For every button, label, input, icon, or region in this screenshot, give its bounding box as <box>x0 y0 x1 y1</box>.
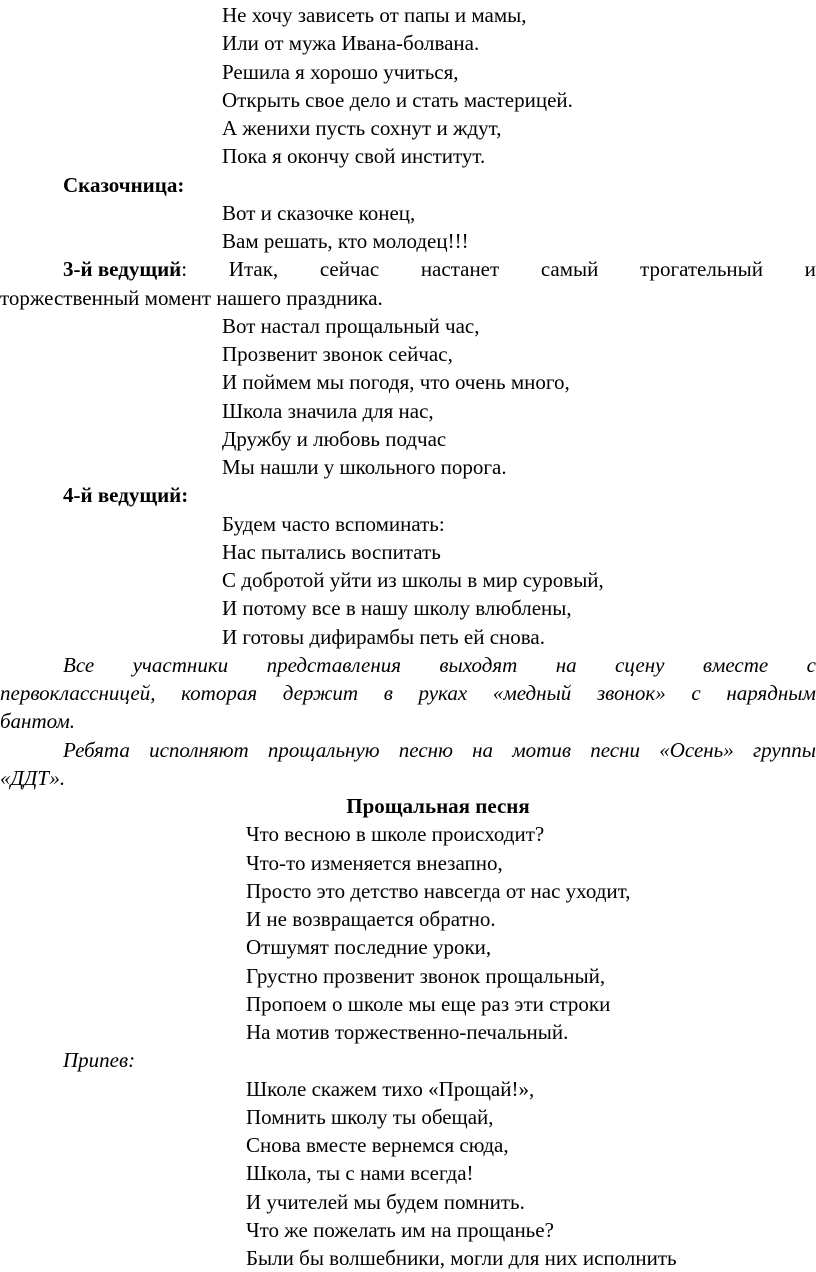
chorus-line: И учителей мы будем помнить. <box>246 1189 525 1214</box>
word: настанет <box>420 257 500 282</box>
song-line: На мотив торжественно-печальный. <box>246 1020 569 1044</box>
verse-line: И поймем мы погодя, что очень много, <box>222 370 570 395</box>
song-line: Что-то изменяется внезапно, <box>246 850 503 875</box>
verse-line: Вам решать, кто молодец!!! <box>222 229 469 253</box>
word: сейчас <box>319 257 380 282</box>
word: самый <box>540 257 599 282</box>
word: Итак, <box>228 257 279 282</box>
speaker-label: 4-й ведущий: <box>63 483 189 508</box>
verse-line: С добротой уйти из школы в мир суровый, <box>222 568 604 592</box>
verse-line: Прозвенит звонок сейчас, <box>222 342 453 366</box>
speaker-name: 3-й ведущий <box>63 257 182 282</box>
word: группы <box>752 737 816 762</box>
verse-line: Мы нашли у школьного порога. <box>222 455 507 479</box>
song-line: Грустно прозвенит звонок прощальный, <box>246 963 606 988</box>
verse-line: Или от мужа Ивана-болвана. <box>222 31 480 56</box>
word: «Осень» <box>659 737 734 762</box>
song-line: Просто это детство навсегда от нас уходит, <box>246 878 631 903</box>
chorus-label: Припев: <box>63 1048 136 1073</box>
verse-line: Вот настал прощальный час, <box>222 313 480 338</box>
song-line: Отшумят последние уроки, <box>246 935 492 960</box>
word: первоклассницей, <box>0 681 156 705</box>
word: сцену <box>615 652 665 677</box>
chorus-line: Снова вместе вернемся сюда, <box>246 1133 509 1157</box>
word: с <box>806 652 816 677</box>
word: участники <box>132 652 229 677</box>
verse-line: Школа значила для нас, <box>222 398 434 423</box>
verse-line: Вот и сказочке конец, <box>222 200 416 225</box>
word: и <box>804 257 816 282</box>
word: выходят <box>439 652 518 677</box>
word: Все <box>63 652 95 677</box>
word: на <box>472 737 494 762</box>
word: «медный <box>492 681 572 705</box>
word: вместе <box>702 652 769 677</box>
speaker-label: Сказочница: <box>63 172 185 197</box>
word: трогательный <box>640 257 764 282</box>
word: Ребята <box>63 737 130 762</box>
word: представления <box>266 652 402 677</box>
song-line: Пропоем о школе мы еще раз эти строки <box>246 991 611 1016</box>
word: звонок» <box>596 681 666 705</box>
speaker-colon: : <box>181 257 188 282</box>
verse-line: Нас пытались воспитать <box>222 539 441 564</box>
verse-line: Будем часто вспоминать: <box>222 511 445 536</box>
stage-direction-line: бантом. <box>0 709 75 734</box>
word: которая <box>181 681 258 705</box>
word: исполняют <box>149 737 249 762</box>
verse-line: А женихи пусть сохнут и ждут, <box>222 116 502 140</box>
word: песню <box>398 737 453 762</box>
chorus-line: Помнить школу ты обещай, <box>246 1104 494 1129</box>
word: в <box>383 681 393 705</box>
stage-direction-line <box>0 679 816 707</box>
chorus-line: Школа, ты с нами всегда! <box>246 1161 474 1186</box>
host3-line-2: торжественный момент нашего праздника. <box>0 285 383 310</box>
song-line: Что весною в школе происходит? <box>246 822 545 847</box>
chorus-line: Что же пожелать им на прощанье? <box>246 1217 554 1242</box>
word: руках <box>418 681 468 705</box>
word: на <box>555 652 577 677</box>
word: держит <box>282 681 359 705</box>
word: с <box>691 681 701 705</box>
word: нарядным <box>726 681 816 705</box>
stage-direction-line: «ДДТ». <box>0 765 66 790</box>
verse-line: И готовы дифирамбы петь ей снова. <box>222 624 545 649</box>
host3-line <box>63 255 816 283</box>
verse-line: Дружбу и любовь подчас <box>222 426 447 451</box>
song-line: И не возвращается обратно. <box>246 907 496 931</box>
stage-direction-line <box>63 736 816 764</box>
verse-line: Пока я окончу свой институт. <box>222 144 486 169</box>
verse-line: Не хочу зависеть от папы и мамы, <box>222 3 527 27</box>
verse-line: Решила я хорошо учиться, <box>222 59 459 84</box>
chorus-line: Школе скажем тихо «Прощай!», <box>246 1076 535 1101</box>
word: песни <box>590 737 640 762</box>
word: прощальную <box>267 737 380 762</box>
verse-line: И потому все в нашу школу влюблены, <box>222 596 572 621</box>
chorus-line: Были бы волшебники, могли для них исполнить <box>246 1246 677 1270</box>
song-title: Прощальная песня <box>346 794 530 818</box>
stage-direction-line <box>63 651 816 679</box>
word: мотив <box>512 737 571 762</box>
verse-line: Открыть свое дело и стать мастерицей. <box>222 87 573 112</box>
speaker-label <box>63 255 187 283</box>
